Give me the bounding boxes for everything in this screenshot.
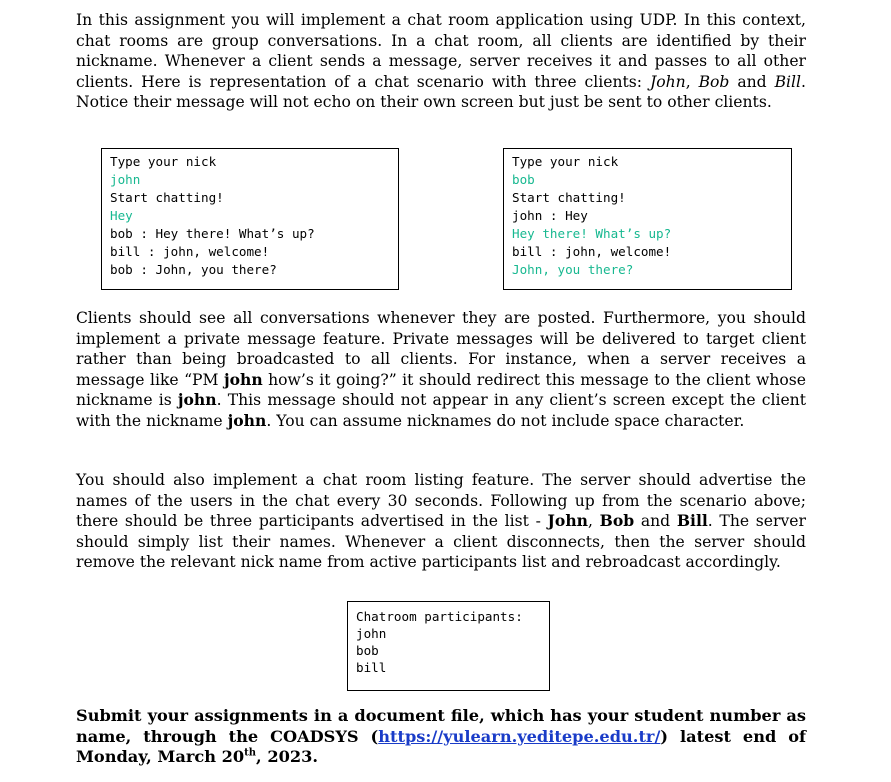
console-line: bill : john, welcome! — [512, 244, 672, 259]
submission-instructions — [76, 706, 806, 768]
console-line: bill : john, welcome! — [110, 244, 270, 259]
conjunction: and — [729, 72, 775, 91]
name-john: John — [649, 72, 686, 91]
listing-text-2: , — [588, 512, 600, 531]
pm-bold-3: john — [227, 410, 267, 430]
submit-text-3: , 2023. — [256, 747, 319, 767]
console-line: Type your nick — [512, 154, 619, 169]
listing-text-3: and — [634, 512, 677, 531]
listing-text-4: . The server should simply list their names. Whenever a client disconnects, then the server should remove the relevant nick name from active participants list and rebroadcast accordingly. — [76, 512, 806, 572]
participant-name: bill — [356, 660, 387, 675]
john-console-box — [101, 148, 399, 290]
pm-text-4: . You can assume nicknames do not include space character. — [266, 411, 745, 430]
console-line: john : Hey — [512, 208, 588, 223]
pm-bold-1: john — [223, 369, 263, 389]
separator: , — [685, 72, 699, 91]
participants-box — [347, 601, 550, 691]
console-line: Type your nick — [110, 154, 217, 169]
own-message-line: bob — [512, 172, 535, 187]
pm-bold-2: john — [177, 390, 217, 410]
submit-text-1: Submit your assignments in a document file, which has your student number as name, through the COADSYS ( — [76, 706, 806, 746]
intro-text-end: . Notice their message will not echo on their own screen but just be sent to other clients. — [76, 72, 806, 112]
own-message-line: john — [110, 172, 141, 187]
console-line: Start chatting! — [512, 190, 626, 205]
own-message-line: Hey — [110, 208, 133, 223]
listing-bold-bill: Bill — [676, 511, 708, 531]
name-bob: Bob — [698, 72, 730, 91]
pm-text-1: Clients should see all conversations whenever they are posted. Furthermore, you should implement a private message feature. Private messages will be delivered to target client rather than being broadcasted to all clients. For instance, when a server receives a message like “PM — [76, 309, 806, 389]
console-line: bob : John, you there? — [110, 262, 277, 277]
listing-bold-bob: Bob — [599, 511, 635, 531]
own-message-line: Hey there! What’s up? — [512, 226, 672, 241]
intro-text: In this assignment you will implement a chat room application using UDP. In this context, chat rooms are group conversations. In a chat room, all clients are identified by their nickname. Whenever a client sends a message, server receives it and passes to all other clients. Here is representation of a chat scenario with three clients: — [76, 11, 806, 91]
yulearn-link[interactable]: https://yulearn.yeditepe.edu.tr/ — [378, 726, 661, 746]
listing-paragraph — [76, 470, 806, 573]
ordinal-suffix: th — [244, 747, 257, 759]
pm-text-3: . This message should not appear in any client’s screen except the client with the nickname — [76, 391, 806, 430]
listing-text-1: You should also implement a chat room listing feature. The server should advertise the names of the users in the chat every 30 seconds. Following up from the scenario above; there should be three participants advertised in the list - — [76, 471, 806, 531]
private-message-paragraph — [76, 308, 806, 432]
submit-text-2: ) latest end of Monday, March 20 — [76, 726, 806, 767]
intro-paragraph — [76, 10, 806, 113]
participant-name: bob — [356, 643, 379, 658]
console-line: Start chatting! — [110, 190, 224, 205]
own-message-line: John, you there? — [512, 262, 634, 277]
participants-header: Chatroom participants: — [356, 609, 523, 624]
console-line: bob : Hey there! What’s up? — [110, 226, 315, 241]
name-bill: Bill — [774, 72, 802, 91]
listing-bold-john: John — [547, 511, 589, 531]
participant-name: john — [356, 626, 387, 641]
bob-console-box — [503, 148, 792, 290]
pm-text-2: how’s it going?” it should redirect this message to the client whose nickname is — [76, 370, 807, 410]
